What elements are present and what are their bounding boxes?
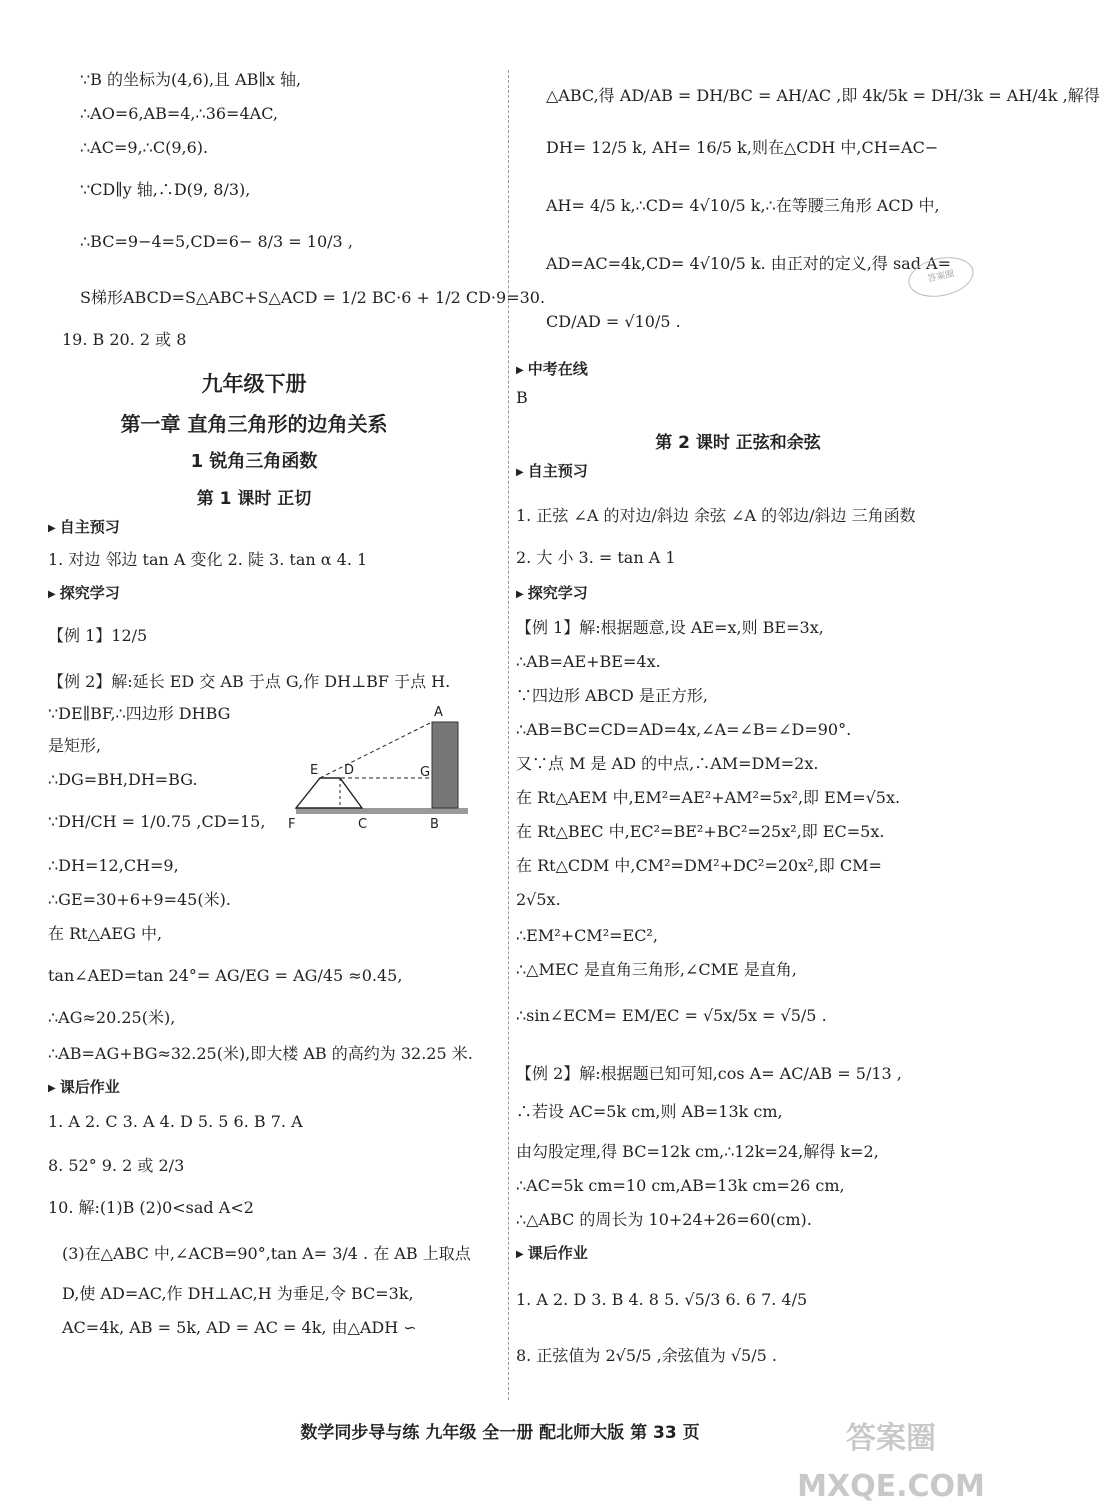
section-heading-homework: ▶ 课后作业	[516, 1242, 588, 1263]
text-line: 1. A 2. C 3. A 4. D 5. 5 6. B 7. A	[48, 1112, 303, 1131]
text-line: AC=4k, AB = 5k, AD = AC = 4k, 由△ADH ∽	[62, 1318, 417, 1337]
text-line: D,使 AD=AC,作 DH⊥AC,H 为垂足,令 BC=3k,	[62, 1284, 414, 1303]
text-line: ∵四边形 ABCD 是正方形,	[516, 686, 708, 705]
text-line: 1. A 2. D 3. B 4. 8 5. √5/3 6. 6 7. 4/5	[516, 1290, 808, 1309]
label-e: E	[310, 763, 319, 778]
text-line: ∴△MEC 是直角三角形,∠CME 是直角,	[516, 960, 797, 979]
text-line: 8. 正弦值为 2√5/5 ,余弦值为 √5/5 .	[516, 1346, 777, 1365]
label-f: F	[288, 817, 296, 832]
section-heading-explore: ▶ 探究学习	[48, 582, 120, 603]
text-line: ∴AC=5k cm=10 cm,AB=13k cm=26 cm,	[516, 1176, 845, 1195]
label-d: D	[344, 763, 355, 778]
section-heading-exam: ▶ 中考在线	[516, 358, 588, 379]
text-line: DH= 12/5 k, AH= 16/5 k,则在△CDH 中,CH=AC−	[546, 138, 939, 157]
text-line: tan∠AED=tan 24°= AG/EG = AG/45 ≈0.45,	[48, 966, 403, 985]
label-a: A	[434, 705, 443, 720]
example-1: 【例 1】12/5	[48, 626, 148, 645]
text-line: 在 Rt△CDM 中,CM²=DM²+DC²=20x²,即 CM=	[516, 856, 882, 875]
text-line: 1. 正弦 ∠A 的对边/斜边 余弦 ∠A 的邻边/斜边 三角函数	[516, 506, 916, 525]
text-line: 2√5x.	[516, 890, 561, 909]
text-line: ∴AB=AG+BG≈32.25(米),即大楼 AB 的高约为 32.25 米.	[48, 1044, 473, 1063]
preview-answers: 1. 对边 邻边 tan A 变化 2. 陡 3. tan α 4. 1	[48, 550, 368, 569]
label-b: B	[430, 817, 439, 832]
watermark-logo: 答案圈 MXQE.COM	[797, 1421, 985, 1504]
chapter-title: 第一章 直角三角形的边角关系	[120, 412, 388, 436]
building-shape	[432, 722, 458, 808]
text-line: ∴DG=BH,DH=BG.	[48, 770, 198, 789]
text-line: ∴DH=12,CH=9,	[48, 856, 179, 875]
text-line: ∵B 的坐标为(4,6),且 AB∥x 轴,	[80, 70, 302, 89]
text-line: 8. 52° 9. 2 或 2/3	[48, 1156, 185, 1175]
text-line: 又∵点 M 是 AD 的中点,∴AM=DM=2x.	[516, 754, 819, 773]
text-line: ∴sin∠ECM= EM/EC = √5x/5x = √5/5 .	[516, 1006, 827, 1025]
text-line: AD=AC=4k,CD= 4√10/5 k. 由正对的定义,得 sad A=	[546, 254, 951, 273]
text-line: 【例 2】解:根据题已知可知,cos A= AC/AB = 5/13 ,	[516, 1064, 902, 1083]
text-line: ∵DH/CH = 1/0.75 ,CD=15,	[48, 812, 266, 831]
section-heading-homework: ▶ 课后作业	[48, 1076, 120, 1097]
text-line: ∴EM²+CM²=EC²,	[516, 926, 658, 945]
sight-line-ea	[320, 722, 432, 778]
text-line: ∴AB=AE+BE=4x.	[516, 652, 661, 671]
text-line: ∴AB=BC=CD=AD=4x,∠A=∠B=∠D=90°.	[516, 720, 852, 739]
text-line: 在 Rt△AEM 中,EM²=AE²+AM²=5x²,即 EM=√5x.	[516, 788, 901, 807]
text-line: 10. 解:(1)B (2)0<sad A<2	[48, 1198, 254, 1217]
section-heading-preview: ▶ 自主预习	[48, 516, 120, 537]
text-line: ∵DE∥BF,∴四边形 DHBG	[48, 704, 231, 723]
text-line: 【例 1】解:根据题意,设 AE=x,则 BE=3x,	[516, 618, 824, 637]
ground-bar	[296, 808, 468, 814]
building-slope-figure	[282, 700, 472, 836]
text-line: ∴AG≈20.25(米),	[48, 1008, 176, 1027]
section-heading-explore: ▶ 探究学习	[516, 582, 588, 603]
page-footer: 数学同步导与练 九年级 全一册 配北师大版 第 33 页	[300, 1423, 700, 1443]
text-line: 19. B 20. 2 或 8	[62, 330, 187, 349]
lesson-title: 第 1 课时 正切	[196, 489, 312, 509]
text-line: ∴若设 AC=5k cm,则 AB=13k cm,	[516, 1102, 783, 1121]
text-line: (3)在△ABC 中,∠ACB=90°,tan A= 3/4 . 在 AB 上取点	[62, 1244, 471, 1263]
label-c: C	[358, 817, 368, 832]
text-line: ∵CD∥y 轴,∴D(9, 8/3),	[80, 180, 251, 199]
text-line: △ABC,得 AD/AB = DH/BC = AH/AC ,即 4k/5k = DH/3k = AH/4k ,解得	[546, 86, 1100, 105]
exam-answer: B	[516, 388, 528, 407]
lesson-title: 第 2 课时 正弦和余弦	[655, 433, 821, 453]
text-line: 【例 2】解:延长 ED 交 AB 于点 G,作 DH⊥BF 于点 H.	[48, 672, 451, 691]
text-line: ∴△ABC 的周长为 10+24+26=60(cm).	[516, 1210, 812, 1229]
section-title: 1 锐角三角函数	[190, 451, 318, 472]
stamp-logo: 答案圈	[905, 252, 977, 303]
text-line: AH= 4/5 k,∴CD= 4√10/5 k,∴在等腰三角形 ACD 中,	[546, 196, 940, 215]
label-g: G	[420, 765, 431, 780]
text-line: ∴AC=9,∴C(9,6).	[80, 138, 209, 157]
slope-trapezoid	[296, 778, 362, 808]
text-line: 2. 大 小 3. = tan A 1	[516, 548, 676, 567]
text-line: 是矩形,	[48, 736, 102, 755]
text-line: ∴GE=30+6+9=45(米).	[48, 890, 231, 909]
text-line: 在 Rt△AEG 中,	[48, 924, 163, 943]
text-line: ∴AO=6,AB=4,∴36=4AC,	[80, 104, 278, 123]
text-line: CD/AD = √10/5 .	[546, 312, 681, 331]
section-heading-preview: ▶ 自主预习	[516, 460, 588, 481]
book-title: 九年级下册	[201, 372, 307, 396]
column-divider	[508, 70, 509, 1400]
text-line: 在 Rt△BEC 中,EC²=BE²+BC²=25x²,即 EC=5x.	[516, 822, 885, 841]
text-line: S梯形ABCD=S△ABC+S△ACD = 1/2 BC·6 + 1/2 CD·9=30.	[80, 288, 546, 307]
text-line: 由勾股定理,得 BC=12k cm,∴12k=24,解得 k=2,	[516, 1142, 879, 1161]
text-line: ∴BC=9−4=5,CD=6− 8/3 = 10/3 ,	[80, 232, 353, 251]
